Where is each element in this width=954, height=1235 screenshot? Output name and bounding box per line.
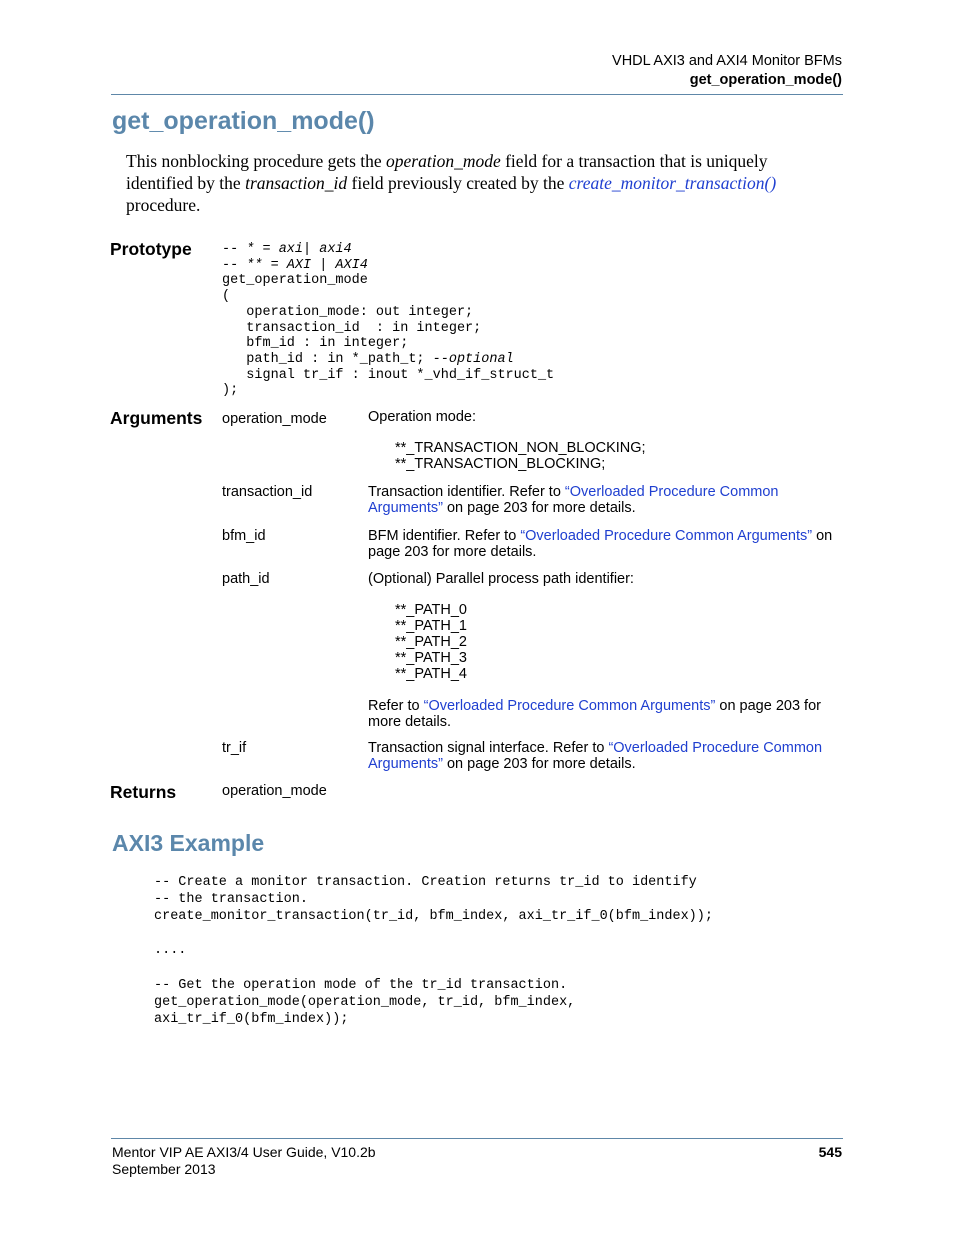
returns-value: operation_mode — [222, 783, 327, 799]
prototype-param-path-id: path_id : in *_path_t; — [222, 351, 433, 367]
arg-desc-transaction-id — [368, 484, 816, 516]
intro-text-3: field previously created by the — [347, 173, 569, 193]
arguments-label: Arguments — [110, 408, 203, 428]
footer-date: September 2013 — [112, 1161, 216, 1177]
example-heading: AXI3 Example — [112, 830, 265, 856]
intro-paragraph — [126, 150, 836, 216]
prototype-comment-line-1: -- * = axi| axi4 — [222, 242, 352, 257]
prototype-comment-line-2: -- ** = AXI | AXI4 — [222, 257, 368, 273]
path-id-refer-text: Refer to — [368, 698, 424, 714]
header-rule — [111, 94, 843, 95]
example-get-call: get_operation_mode(operation_mode, tr_id, bfm_index, — [154, 994, 576, 1010]
operation-mode-desc: Operation mode: — [368, 409, 477, 425]
example-comment-line-2: -- the transaction. — [154, 892, 308, 908]
prototype-param-bfm-id: bfm_id : in integer; — [222, 336, 409, 352]
intro-text-2: field for a transaction that is uniquely identified by the — [126, 151, 768, 193]
intro-emphasis-operation-mode: operation_mode — [386, 151, 501, 171]
bfm-id-desc: BFM identifier. Refer to — [368, 528, 521, 544]
transaction-id-desc: Transaction identifier. Refer to — [368, 484, 565, 500]
example-create-call: create_monitor_transaction(tr_id, bfm_index, axi_tr_if_0(bfm_index)); — [154, 909, 713, 925]
footer-guide-title: Mentor VIP AE AXI3/4 User Guide, V10.2b — [112, 1144, 376, 1160]
intro-text-4: procedure. — [126, 195, 201, 215]
example-code-block — [154, 874, 713, 1028]
prototype-param-tr-if: signal tr_if : inout *_vhd_if_struct_t — [222, 367, 555, 383]
tr-if-desc-tail: on page 203 for more details. — [442, 756, 636, 772]
prototype-code — [222, 242, 554, 399]
path-id-value-4: **_PATH_4 — [395, 666, 467, 682]
arg-desc-bfm-id — [368, 528, 858, 560]
path-id-refer-tail: on page 203 for more details. — [368, 698, 821, 730]
transaction-id-desc-tail: on page 203 for more details. — [442, 500, 636, 516]
arg-desc-tr-if — [368, 740, 858, 772]
page-title: get_operation_mode() — [112, 107, 375, 135]
path-id-desc: (Optional) Parallel process path identifier: — [368, 571, 634, 587]
prototype-param-transaction-id: transaction_id : in integer; — [222, 320, 482, 336]
bfm-id-common-args-link[interactable]: “Overloaded Procedure Common Arguments” — [520, 528, 813, 544]
prototype-param-operation-mode: operation_mode: out integer; — [222, 304, 474, 320]
path-id-value-1: **_PATH_1 — [395, 618, 467, 634]
bfm-id-desc-tail: on page 203 for more details. — [368, 528, 833, 560]
prototype-label: Prototype — [110, 239, 192, 259]
path-id-common-args-link[interactable]: “Overloaded Procedure Common Arguments” — [423, 698, 716, 714]
footer-rule — [111, 1138, 843, 1139]
arg-name-path-id: path_id — [222, 571, 270, 587]
path-id-value-3: **_PATH_3 — [395, 650, 467, 666]
prototype-function-name: get_operation_mode — [222, 273, 368, 289]
page-number: 545 — [818, 1144, 842, 1160]
arg-desc-path-id — [368, 571, 858, 730]
running-header-section: get_operation_mode() — [689, 72, 842, 88]
arg-desc-operation-mode — [368, 409, 858, 472]
tr-if-common-args-link[interactable]: “Overloaded Procedure Common Arguments” — [368, 740, 823, 772]
example-get-call-continued: axi_tr_if_0(bfm_index)); — [154, 1011, 349, 1027]
arg-name-transaction-id: transaction_id — [222, 484, 313, 500]
prototype-open-paren: ( — [222, 289, 231, 305]
arg-name-tr-if: tr_if — [222, 740, 247, 756]
create-monitor-transaction-link[interactable]: create_monitor_transaction() — [568, 173, 777, 193]
returns-label: Returns — [110, 782, 177, 802]
prototype-code-block — [222, 242, 554, 399]
path-id-value-2: **_PATH_2 — [395, 634, 467, 650]
path-id-refer — [368, 698, 858, 730]
running-header-chapter: VHDL AXI3 and AXI4 Monitor BFMs — [612, 53, 842, 69]
prototype-close-paren: ); — [222, 383, 239, 399]
arg-name-bfm-id: bfm_id — [222, 528, 266, 544]
transaction-id-common-args-link[interactable]: “Overloaded Procedure Common Arguments” — [368, 484, 779, 516]
example-ellipsis: .... — [154, 943, 187, 959]
prototype-optional-comment: --optional — [432, 351, 514, 367]
arg-name-operation-mode: operation_mode — [222, 411, 327, 427]
example-comment-line-1: -- Create a monitor transaction. Creation returns tr_id to identify — [154, 875, 697, 890]
intro-text-1: This nonblocking procedure gets the — [126, 151, 387, 171]
path-id-value-0: **_PATH_0 — [395, 602, 467, 618]
tr-if-desc: Transaction signal interface. Refer to — [368, 740, 609, 756]
example-code — [154, 874, 713, 1028]
intro-emphasis-transaction-id: transaction_id — [245, 173, 348, 193]
operation-mode-value-blocking: **_TRANSACTION_BLOCKING; — [395, 456, 606, 472]
example-comment-line-3: -- Get the operation mode of the tr_id transaction. — [154, 977, 568, 993]
operation-mode-value-non-blocking: **_TRANSACTION_NON_BLOCKING; — [395, 440, 646, 456]
